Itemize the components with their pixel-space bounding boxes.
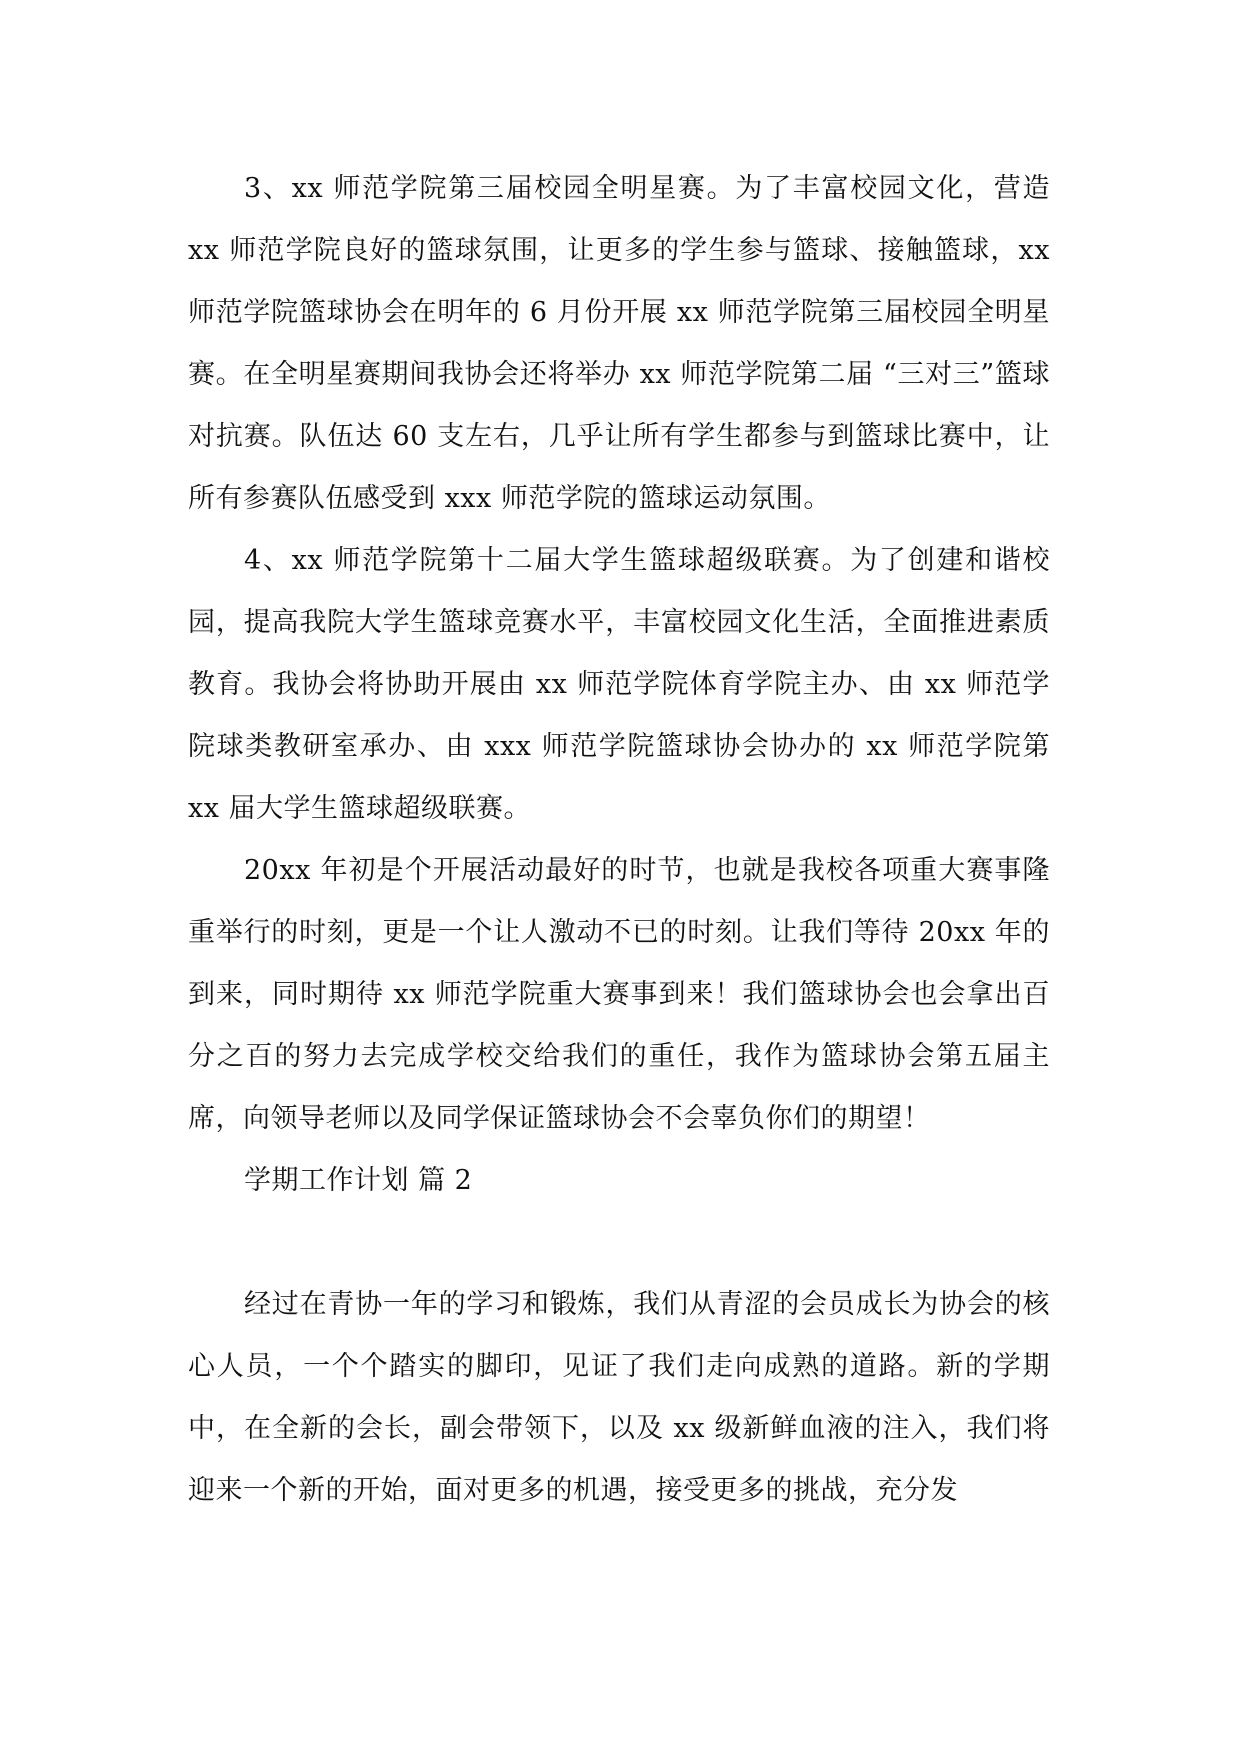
- paragraph-all-star-game: 3、xx 师范学院第三届校园全明星赛。为了丰富校园文化，营造 xx 师范学院良好的篮球氛围，让更多的学生参与篮球、接触篮球，xx 师范学院篮球协会在明年的 6 月份开展 xx 师范学院第三届校园全明星赛。在全明星赛期间我协会还将举办 xx 师范学院第二届 “三对三”篮球对抗赛。队伍达 60 支左右，几乎让所有学生都参与到篮球比赛中，让所有参赛队伍感受到 xxx 师范学院的篮球运动氛围。: [188, 173, 1050, 514]
- paragraph-new-semester: 经过在青协一年的学习和锻炼，我们从青涩的会员成长为协会的核心人员，一个个踏实的脚印，见证了我们走向成熟的道路。新的学期中，在全新的会长，副会带领下，以及 xx 级新鲜血液的注入，我们将迎来一个新的开始，面对更多的机遇，接受更多的挑战，充分发: [188, 1289, 1050, 1506]
- paragraph-super-league: 4、xx 师范学院第十二届大学生篮球超级联赛。为了创建和谐校园，提高我院大学生篮球竞赛水平，丰富校园文化生活，全面推进素质教育。我协会将协助开展由 xx 师范学院体育学院主办、由 xx 师范学院球类教研室承办、由 xxx 师范学院篮球协会协办的 xx 师范学院第 xx 届大学生篮球超级联赛。: [188, 545, 1050, 824]
- section-heading: 学期工作计划 篇 2: [244, 1165, 473, 1196]
- document-body: [188, 158, 1050, 1522]
- paragraph-closing-statement: 20xx 年初是个开展活动最好的时节，也就是我校各项重大赛事隆重举行的时刻，更是一个让人激动不已的时刻。让我们等待 20xx 年的到来，同时期待 xx 师范学院重大赛事到来！我们篮球协会也会拿出百分之百的努力去完成学校交给我们的重任，我作为篮球协会第五届主席，向领导老师以及同学保证篮球协会不会辜负你们的期望！: [188, 855, 1050, 1134]
- blank-line: [188, 1212, 1050, 1274]
